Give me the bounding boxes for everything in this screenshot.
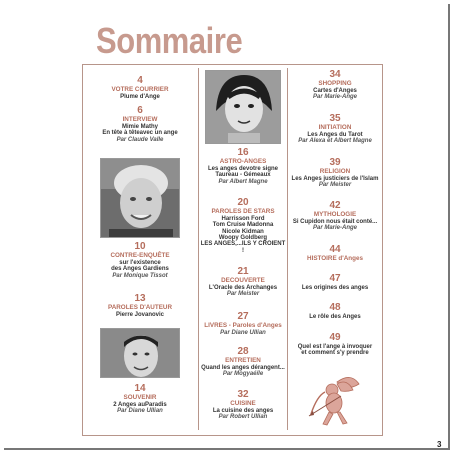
toc-entry-entretien[interactable] [200, 347, 286, 378]
middle-column [200, 68, 286, 430]
entry-title: CUISINE [230, 399, 256, 407]
entry-subtitle: En tête à têteavec un ange [102, 130, 178, 137]
entry-title: MYTHOLOGIE [313, 210, 357, 218]
entry-page-number: 27 [237, 311, 249, 322]
entry-subtitle: Si Cupidon nous était conté... [292, 218, 378, 225]
toc-entry-religion[interactable] [289, 158, 381, 189]
entry-title: SOUVENIR [123, 393, 157, 401]
entry-subtitle: Les origines des anges [301, 284, 369, 291]
entry-page-number: 16 [237, 147, 249, 158]
entry-subtitle: et comment s'y prendre [301, 350, 369, 357]
toc-entry-astro-anges[interactable] [200, 148, 286, 185]
page-title: Sommaire [96, 20, 243, 61]
entry-subtitle: Les Anges justiciers de l'Islam [291, 175, 379, 182]
entry-title: RELIGION [319, 167, 351, 175]
entry-page-number: 47 [329, 273, 341, 284]
entry-title: PAROLES DE STARS [211, 207, 275, 215]
entry-subtitle: Le rôle des Anges [309, 313, 361, 320]
entry-subtitle: sur l'existence [119, 259, 161, 266]
entry-subtitle: Les anges devotre signe [207, 165, 279, 172]
entry-author: Par Claude Valle [116, 136, 164, 143]
toc-entry-contre-enquete[interactable] [84, 242, 196, 279]
entry-subtitle: Pierre Jovanovic [115, 311, 165, 318]
entry-subtitle: Cartes d'Anges [313, 87, 357, 94]
toc-entry-shopping[interactable] [289, 70, 381, 101]
entry-author: Par Marie-Ange [312, 94, 357, 101]
entry-subtitle: Mimie Mathy [121, 123, 158, 130]
toc-entry-invoquer[interactable] [289, 333, 381, 357]
entry-page-number: 28 [237, 346, 249, 357]
entry-author: Par Diane Ullian [117, 408, 163, 415]
entry-page-number: 39 [329, 157, 341, 168]
left-column [84, 68, 196, 430]
entry-subtitle: Woopy Goldberg [218, 235, 268, 241]
entry-subtitle: La cuisine des anges [212, 407, 274, 414]
entry-page-number: 48 [329, 302, 341, 313]
entry-author: Par Meister [226, 291, 260, 298]
entry-author: Par Marie-Ange [312, 225, 357, 232]
toc-entry-souvenir[interactable] [84, 384, 196, 415]
entry-page-number: 21 [237, 266, 249, 277]
entry-title: ENTRETIEN [225, 356, 261, 364]
entry-subtitle: Quand les anges dérangent... [201, 364, 285, 371]
entry-title: VOTRE COURRIER [111, 85, 169, 93]
photo-mimie-mathy [100, 158, 180, 238]
entry-subtitle: L'Oracle des Archanges [208, 284, 278, 291]
entry-title: DECOUVERTE [221, 276, 265, 284]
right-column [289, 68, 381, 430]
toc-entry-initiation[interactable] [289, 114, 381, 145]
toc-entry-votre-courrier[interactable] [84, 76, 196, 100]
toc-entry-decouverte[interactable] [200, 267, 286, 298]
column-divider-2 [287, 68, 288, 430]
entry-page-number: 13 [134, 293, 146, 304]
toc-entry-mythologie[interactable] [289, 201, 381, 232]
entry-title: LIVRES - Paroles d'Anges [204, 321, 282, 329]
entry-title: ASTRO-ANGES [219, 157, 267, 165]
entry-subtitle: Les Anges du Tarot [307, 131, 363, 138]
toc-entry-interview[interactable] [84, 106, 196, 143]
entry-page-number: 44 [329, 244, 341, 255]
toc-entry-livres[interactable] [200, 312, 286, 336]
entry-author: Par Albert Magne [218, 178, 268, 185]
entry-subtitle: 2 Anges auParadis [113, 401, 167, 408]
toc-entry-histoire-anges[interactable] [289, 245, 381, 263]
entry-author: Par Alexa et Albert Magne [298, 138, 372, 145]
entry-page-number: 32 [237, 389, 249, 400]
photo-pierre-jovanovic [100, 328, 180, 378]
page-number: 3 [437, 440, 442, 449]
entry-page-number: 20 [237, 197, 249, 208]
entry-page-number: 49 [329, 332, 341, 343]
entry-page-number: 6 [137, 105, 143, 116]
entry-page-number: 10 [134, 241, 146, 252]
entry-author: Par Robert Ullian [218, 414, 268, 421]
entry-subtitle: Quel est l'ange à invoquer [297, 343, 373, 350]
entry-title: PAROLES D'AUTEUR [107, 303, 172, 311]
entry-subtitle: Taureau - Gémeaux [215, 172, 271, 179]
toc-entry-paroles-de-stars[interactable] [200, 198, 286, 254]
photo-audrey-hepburn [205, 70, 281, 144]
entry-subtitle: Tom Cruise Madonna [212, 222, 274, 229]
entry-author: Par Monique Tissot [112, 272, 168, 279]
entry-page-number: 42 [329, 200, 341, 211]
entry-subtitle: Plume d'Ange [120, 93, 160, 100]
entry-page-number: 14 [134, 383, 146, 394]
entry-page-number: 4 [137, 75, 143, 86]
column-divider-1 [198, 68, 199, 430]
entry-author: Par Meister [318, 182, 352, 189]
toc-entry-paroles-auteur[interactable] [84, 294, 196, 318]
entry-author: Par Diane Ullian [220, 329, 266, 336]
entry-subtitle: Harrisson Ford [221, 215, 265, 222]
entry-title: HISTOIRE d'Anges [307, 254, 363, 262]
toc-entry-cuisine[interactable] [200, 390, 286, 421]
entry-author: Par Mogyaéïle [222, 371, 264, 378]
entry-title: INTERVIEW [122, 115, 158, 123]
entry-title: SHOPPING [318, 79, 352, 87]
entry-title: CONTRE-ENQUÊTE [110, 251, 170, 259]
entry-subtitle: des Anges Gardiens [111, 266, 169, 273]
toc-entry-origines[interactable] [289, 274, 381, 291]
cupid-illustration [307, 374, 367, 428]
entry-title: INITIATION [318, 123, 352, 131]
entry-subtitle: Nicole Kidman [222, 228, 264, 235]
toc-entry-role[interactable] [289, 303, 381, 320]
entry-page-number: 34 [329, 69, 341, 80]
entry-page-number: 35 [329, 113, 341, 124]
entry-subtitle: LES ANGES,...ILS Y CROIENT ! [200, 241, 286, 254]
